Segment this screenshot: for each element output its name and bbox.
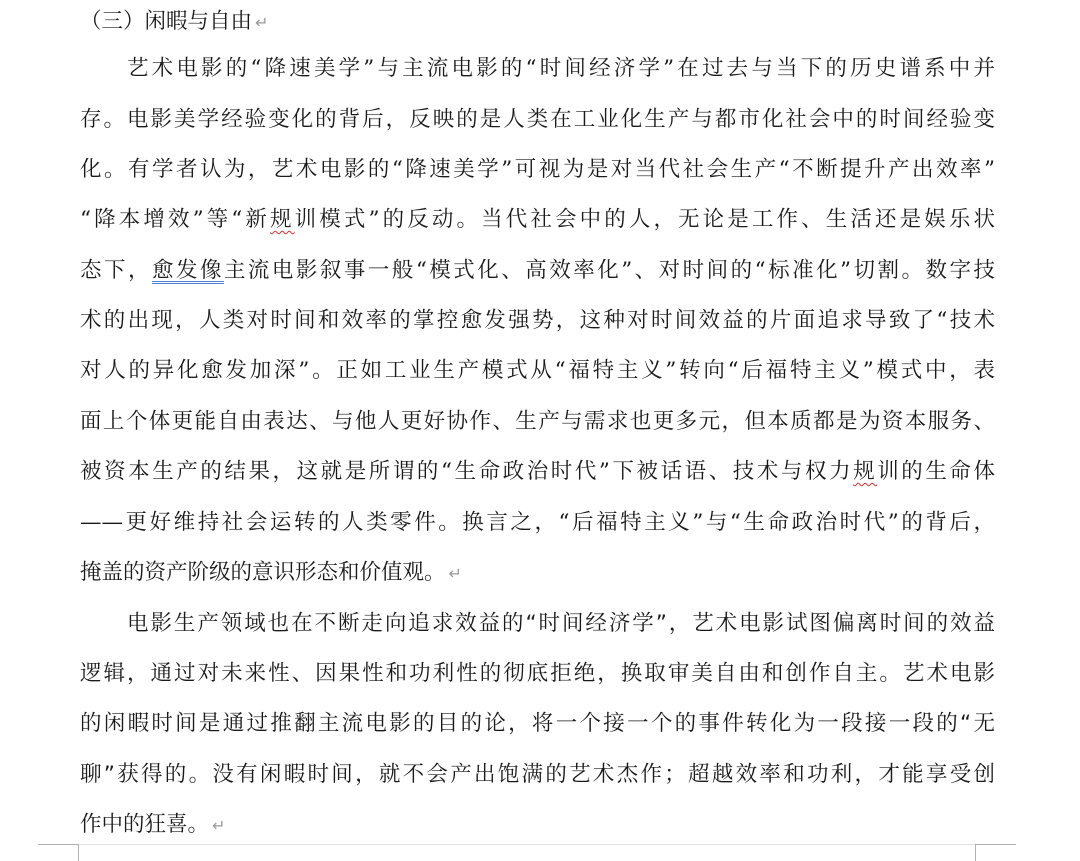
paragraph1-line6: 术的出现，人类对时间和效率的掌控愈发强势，这种对时间效益的片面追求导致了“技术: [80, 308, 995, 333]
paragraph-mark: ↵: [212, 816, 226, 835]
paragraph2-line3: 的闲暇时间是通过推翻主流电影的目的论，将一个接一个的事件转化为一段接一段的“无: [80, 711, 995, 736]
paragraph1-line10: ——更好维持社会运转的人类零件。换言之，“后福特主义”与“生命政治时代”的背后，: [80, 510, 995, 535]
paragraph1-line11: 掩盖的资产阶级的意识形态和价值观。 ↵: [80, 560, 462, 585]
paragraph2-line4: 聊”获得的。没有闲暇时间，就不会产出饱满的艺术杰作；超越效率和功利，才能享受创: [80, 762, 995, 787]
spellcheck-underline: 规: [270, 207, 295, 232]
section-heading: （三）闲暇与自由 ↵: [80, 9, 269, 34]
paragraph-mark: ↵: [255, 13, 269, 32]
paragraph1-line1: 艺术电影的“降速美学”与主流电影的“时间经济学”在过去与当下的历史谱系中并: [127, 56, 995, 81]
paragraph2-line1: 电影生产领域也在不断走向追求效益的“时间经济学”，艺术电影试图偏离时间的效益: [127, 611, 995, 636]
paragraph1-line4: “降本增效”等“新规训模式”的反动。当代社会中的人，无论是工作、生活还是娱乐状: [80, 207, 995, 232]
paragraph-mark: ↵: [448, 564, 462, 583]
paragraph1-line2: 存。电影美学经验变化的背后，反映的是人类在工业化生产与都市化社会中的时间经验变: [80, 107, 995, 132]
grammar-underline: 愈发像: [151, 258, 224, 283]
page-bottom-edge: [78, 844, 975, 845]
paragraph2-line5: 作中的狂喜。 ↵: [80, 812, 226, 837]
paragraph1-line9: 被资本生产的结果，这就是所谓的“生命政治时代”下被话语、技术与权力规训的生命体: [80, 459, 995, 484]
page-corner-mark-right: [975, 844, 1016, 861]
paragraph1-line7: 对人的异化愈发加深”。正如工业生产模式从“福特主义”转向“后福特主义”模式中，表: [80, 358, 995, 383]
page-corner-mark-left: [38, 844, 79, 861]
paragraph1-line3: 化。有学者认为，艺术电影的“降速美学”可视为是对当代社会生产“不断提升产出效率”: [80, 157, 995, 182]
spellcheck-underline: 规: [853, 459, 878, 484]
paragraph1-line8: 面上个体更能自由表达、与他人更好协作、生产与需求也更多元，但本质都是为资本服务、: [80, 409, 995, 434]
paragraph1-line5: 态下，愈发像主流电影叙事一般“模式化、高效率化”、对时间的“标准化”切割。数字技: [80, 258, 995, 283]
paragraph2-line2: 逻辑，通过对未来性、因果性和功利性的彻底拒绝，换取审美自由和创作自主。艺术电影: [80, 661, 995, 686]
